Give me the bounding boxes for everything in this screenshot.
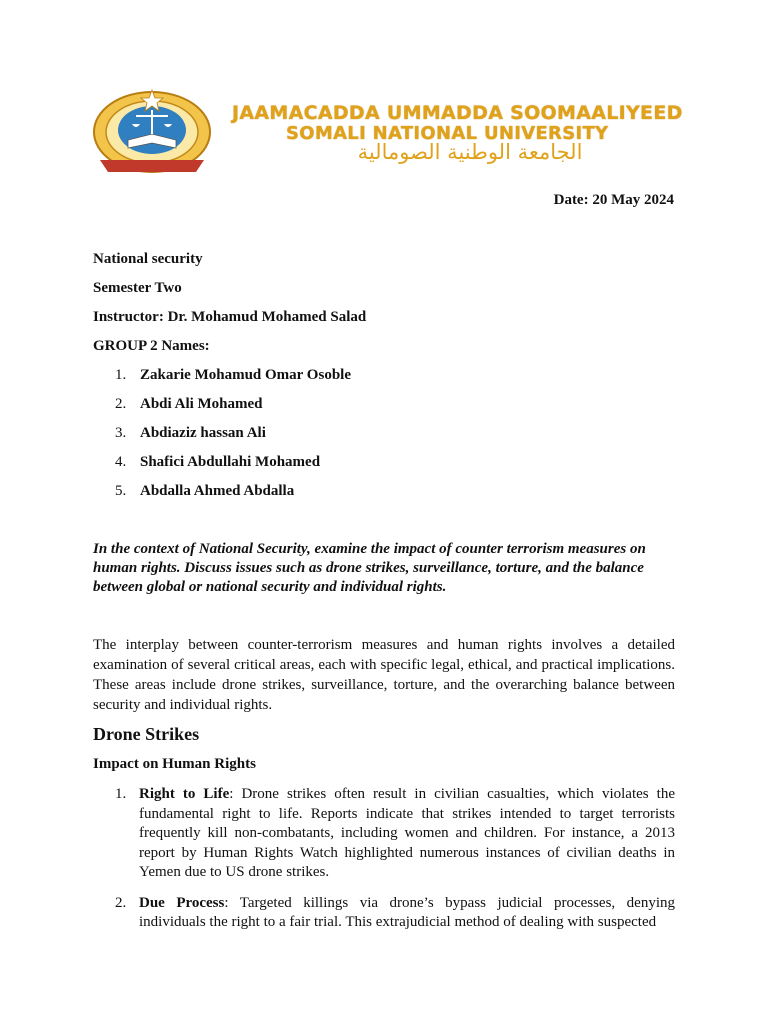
member-name: Abdalla Ahmed Abdalla	[140, 483, 295, 499]
member-name: Shafici Abdullahi Mohamed	[140, 454, 321, 470]
semester: Semester Two	[93, 280, 182, 296]
group-label: GROUP 2 Names:	[93, 338, 210, 354]
section-heading: Drone Strikes	[93, 724, 200, 744]
university-name-somali: JAAMACADDA UMMADDA SOOMAALIYEED	[232, 102, 683, 124]
course-title: National security	[93, 251, 203, 267]
section-subheading: Impact on Human Rights	[93, 756, 256, 772]
list-item: 3. Abdiaziz hassan Ali	[115, 425, 266, 441]
course-info	[93, 250, 366, 366]
assignment-question: In the context of National Security, examine the impact of counter terrorism measures on human rights. Discuss issues such as drone strikes, surveillance, torture, and the balance between global or national security and individual rights.	[93, 541, 646, 595]
member-name: Abdi Ali Mohamed	[140, 396, 263, 412]
impact-text: : Drone strikes often result in civilian casualties, which violates the fundamental right to life. Reports indicate that strikes intended to target terrorists frequently kill non-combatants, including women and children. For instance, a 2013 report by Human Rights Watch highlighted numerous instances of civilian deaths in Yemen due to US drone strikes.	[139, 786, 675, 880]
member-name: Abdiaziz hassan Ali	[140, 425, 266, 441]
group-members-list	[93, 366, 351, 511]
intro-paragraph: The interplay between counter-terrorism measures and human rights involves a detailed examination of several critical areas, each with specific legal, ethical, and practical implications. These areas include drone strikes, surveillance, torture, and the overarching balance between security and individual rights.	[93, 637, 675, 713]
document-date: Date: 20 May 2024	[553, 192, 674, 208]
list-item: 5. Abdalla Ahmed Abdalla	[115, 483, 295, 499]
impact-term: Due Process	[139, 894, 225, 911]
member-name: Zakarie Mohamud Omar Osoble	[140, 367, 351, 383]
impact-term: Right to Life	[139, 786, 230, 802]
list-item: 1. Zakarie Mohamud Omar Osoble	[115, 367, 351, 383]
impact-text: : Targeted killings via drone’s bypass judicial processes, denying individuals the right to a fair trial. This extrajudicial method of dealing with suspected	[139, 894, 675, 930]
university-name-english: SOMALI NATIONAL UNIVERSITY	[286, 123, 609, 144]
list-item: 4. Shafici Abdullahi Mohamed	[115, 454, 321, 470]
university-emblem-icon	[90, 88, 220, 178]
letterhead	[90, 88, 710, 178]
university-name-arabic: الجامعة الوطنية الصومالية	[357, 140, 583, 164]
list-item: 2. Abdi Ali Mohamed	[115, 396, 263, 412]
instructor: Instructor: Dr. Mohamud Mohamed Salad	[93, 309, 367, 325]
impact-list	[93, 785, 675, 944]
list-item: 1. Right to Life: Drone strikes often result in civilian casualties, which violates the fundamental right to life. Reports indicate that strikes intended to target terrorists frequently kill non-combatants, including women and children. For instance, a 2013 report by Human Rights Watch highlighted numerous instances of civilian deaths in Yemen due to US drone strikes.	[115, 786, 675, 880]
list-item: 2. Due Process: Targeted killings via drone’s bypass judicial processes, denying individuals the right to a fair trial. This extrajudicial method of dealing with suspected	[115, 894, 675, 930]
